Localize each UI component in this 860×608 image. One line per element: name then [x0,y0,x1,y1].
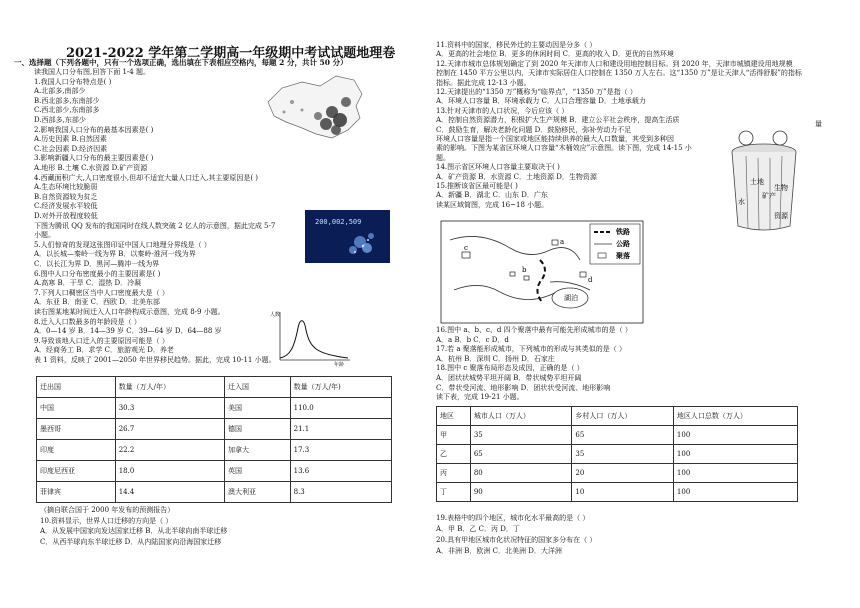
right_lines-line: C．鼓励生育，解决老龄化问题 D．鼓励移民，弥补劳动力不足 [436,125,632,134]
bucket-label-3: 水 [738,198,745,206]
chart-y-label: 人数 [270,312,281,318]
left_lines-line: A．0—14 岁 B．14—39 岁 C．39—64 岁 D．64—88 岁 [34,327,222,336]
right_lines-line: 环境人口容量是指一个国家或地区能持续供养的最大人口数量，其受到多种因 [436,135,674,143]
right_mid-line: A．杭州 B．深圳 C．扬州 D．石家庄 [436,354,555,363]
table1-cell: 26.7 [115,419,224,440]
right_mid-line: A．a B．b C．c D．d [436,335,509,344]
table2-cell: 10 [572,483,674,502]
table1-row [37,482,392,503]
table2-cell: 65 [470,445,572,464]
table1-header-row [37,377,392,398]
left_lines-line: 表 1 资料，反映了 2001—2050 年世界移民趋势。据此，完成 10-11 小题。 [34,356,276,364]
map-label-c: c [464,244,468,252]
left_lines-line: D.西部多,东部少 [34,116,86,124]
table2-cell: 65 [572,426,674,445]
left_lines-line: 2.影响我国人口分布的最基本因素是( ) [34,125,154,134]
table2-cell: 丙 [437,464,471,483]
left_lines-line: C．以长江为界 D．黑河—腾冲一线为界 [34,260,160,268]
left_lines-line: 下图为腾讯 QQ 发布的我国同时在线人数突破 2 亿人的示意图，据此完成 5-7 [34,221,276,230]
table1-cell: 英国 [225,461,291,482]
bucket-label-1: 矿产 [762,192,776,200]
table2-cell: 100 [673,464,797,483]
table2-cell: 城市人口（万人） [470,407,572,426]
chart-x-label: 年龄 [334,362,345,368]
map-label-b: b [522,266,527,274]
left_lines-line: A.地形 B.土壤 C.水资源 D.矿产资源 [34,164,148,172]
table2-cell: 20 [572,464,674,483]
table2-row [437,483,798,502]
table2-row [437,464,798,483]
urbanization-table [436,406,798,502]
table2-header-row [437,407,798,426]
table1-cell: 澳大利亚 [225,482,291,503]
bucket-label-4: 资源 [774,212,788,220]
left_lines-line: 小题。 [34,231,55,240]
table1-cell: 迁出国 [37,377,116,398]
left_lines-line: 读右图某地某时间迁入人口年龄构成示意图，完成 8-9 小题。 [34,308,225,316]
left_lines-line: 3.影响新疆人口分布的最主要因素是( ) [34,154,154,163]
right_lines-line: A．控制自然资源潜力，积极扩大生产规模 B．建立公平社会秩序，提高生活质 [436,116,680,125]
table1-cell: 印度 [37,440,116,461]
table2-cell: 地区 [437,407,471,426]
right_lines-line: 指标。据此完成 12-13 小题。 [436,78,531,87]
bucket-effect-illustration [724,128,804,234]
table1-cell: 墨西哥 [37,419,116,440]
left_lines-line: A．东亚 B．南亚 C．西欧 D．北美东部 [34,298,160,307]
left_lines-line: B.西北部多,东南部少 [34,96,100,105]
map-label-a: a [560,238,565,246]
right_tail-line: 20.具有甲地区城市化状况特征的国家多分布在（ ） [436,536,597,544]
region-map [440,220,644,324]
table2-cell: 甲 [437,426,471,445]
left_lines-line: A.高寒 B．干旱 C．湿热 D．冷凝 [34,279,142,288]
side-char: 量 [815,120,822,128]
left_lines-line: D.对外开放程度较低 [34,212,98,220]
map-legend [590,224,640,264]
table1-cell: 德国 [225,419,291,440]
left_lines-line: 读我国人口分布图,回答下面 1-4 题。 [34,68,150,76]
left_lines-line: A．经商务工 B．求学 C．旅游观光 D．养老 [34,346,174,355]
left_lines-line: C.社会因素 D.经济因素 [34,144,108,153]
table1-cell: 菲律宾 [37,482,116,503]
left_lines-line: 8.迁入人口数最多的年龄段是（ ） [34,317,141,326]
right_lines-line: 素的影响。下图为某省区环境人口容量“木桶效应”示意图。读下图，完成 14-15 小 [436,144,692,153]
table1-row [37,440,392,461]
table2-cell: 100 [673,483,797,502]
migration-table [36,376,392,503]
right_lines-line: 11.资料中的国家，移民外迁的主要动因是分多（ ） [436,41,597,49]
right_lines-line: 读某区域简图，完成 16~18 小题。 [436,200,549,209]
table2-cell: 35 [572,445,674,464]
right_lines-line: A．更高的社会地位 B．更多的休闲时间 C．更高的收入 D．更优的自然环境 [436,50,674,59]
right_tail-line: 19.表格中的四个地区，城市化水平最高的是（ ） [436,514,590,522]
page-title: 2021-2022 学年第二学期高一年级期中考试试题地理卷 [66,46,396,61]
left_lines-line: 6.图中人口分布密度最小的主要因素是( ) [34,269,161,278]
table1-row [37,419,392,440]
qq-online-count: 200,002,509 [315,218,362,226]
table2-row [437,445,798,464]
qq-online-map [305,210,390,263]
table1-cell: 17.3 [290,440,391,461]
table2-cell: 90 [470,483,572,502]
right_lines-line: 12.天津市城市总体规划确定了到 2020 年天津市人口和建设用地控制目标。到 2020 年，天津市城镇建设用地规模 [436,59,793,68]
left_lines-line: A.北部多,南部少 [34,87,86,96]
right_lines-line: 题。 [436,153,450,162]
left_tail-line: （摘自联合国于 2000 年发布的预测报告） [40,506,175,514]
table2-cell: 地区人口总数（万人） [673,407,797,426]
left_lines-line: C.经济发展水平较低 [34,202,98,211]
right_lines-line: 控制在 1450 平方公里以内，天津市实际居住人口控制在 1350 万人左右。这“1350 万”是让天津人“活得舒服”的指标 [436,69,802,78]
section-heading: 一、选择题（下列各题中，只有一个选项正确，选出填在下表相应空格内，每题 2 分，共计 50 分） [14,58,348,67]
table1-cell: 110.0 [290,398,391,419]
bucket-label-2: 生物 [774,184,788,192]
table1-cell: 13.6 [290,461,391,482]
left_tail-line: C．从西半球向东半球迁移 D．从内陆国家向沿海国家迁移 [40,537,222,546]
right_tail-line: A．甲 B．乙 C．丙 D．丁 [436,525,520,533]
right_lines-line: 13.针对天津市的人口状况，今后应该（ ） [436,106,569,115]
legend-settlement: 聚落 [616,251,630,260]
table1-row [37,398,392,419]
map-label-lake: 湖泊 [564,294,578,302]
left_tail-line: 10.资料显示，世界人口迁移的方向是（ ） [40,516,173,525]
china-population-map [262,72,368,144]
table2-cell: 100 [673,426,797,445]
table1-row [37,461,392,482]
left_lines-line: A.生态环境比较脆弱 [34,183,98,192]
table2-row [437,426,798,445]
legend-railway: 铁路 [616,227,630,236]
right_lines-line: A．环境人口容量 B．环境承载力 C．人口合理容量 D．土地承载力 [436,97,646,106]
right_mid-line: 17.若 a 聚落能形成城市，下列城市的形成与其类似的是（ ） [436,345,626,354]
right_lines-line: 12.天津提出的“1350 万”概称为“临界点”，“1350 万”是指（ ） [436,88,637,96]
left_lines-line: 9.导致该地人口迁入的主要原因可能是（ ） [34,336,169,345]
table2-cell: 乙 [437,445,471,464]
right_tail-line: A．非洲 B．欧洲 C．北美洲 D．大洋洲 [436,547,562,555]
right_mid-line: 读下表，完成 19-21 小题。 [436,393,524,402]
table1-cell: 8.3 [290,482,391,503]
right_lines-line: A．新疆 B．湖北 C．山东 D．广东 [436,191,548,200]
table1-cell: 22.2 [115,440,224,461]
table2-cell: 丁 [437,483,471,502]
table2-cell: 35 [470,426,572,445]
right_lines-line: 15.推断该省区最可能是( ) [436,182,518,190]
left_lines-line: 1.我国人口分布特点是( ) [34,77,112,86]
left_lines-line: A.历史因素 B.自然因素 [34,135,107,144]
right_mid-line: C．带状受河流、地形影响 D．团状状受河流、地形影响 [436,383,611,392]
table1-cell: 数量（万人/年） [115,377,224,398]
left_lines-line: C.西北部少,东南部多 [34,106,100,115]
bucket-label-0: 土地 [750,178,764,186]
table2-cell: 100 [673,445,797,464]
table2-cell: 80 [470,464,572,483]
table1-cell: 18.0 [115,461,224,482]
left_lines-line: 7.下列人口稠密区当中人口密度最大是（ ） [34,288,169,297]
legend-road: 公路 [616,239,630,248]
table1-cell: 中国 [37,398,116,419]
table1-cell: 数量（万人/年) [290,377,391,398]
age-structure-chart [268,308,354,368]
table1-cell: 美国 [225,398,291,419]
left_lines-line: B.自然资源较为贫乏 [34,192,98,201]
left_lines-line: 5.人们惊奇的发现这张图印证中国人口地理分界线是（ ） [34,240,211,249]
right_mid-line: 18.图中 c 聚落布局形态及成因，正确的是（ ） [436,364,584,373]
table1-cell: 14.4 [115,482,224,503]
table1-cell: 加拿大 [225,440,291,461]
right_mid-line: 16.图中 a、b、c、d 四个聚落中最有可能先形成城市的是（ ） [436,326,632,334]
left_lines-line: 4.西藏面积广大,人口密度很小,但却不适宜大量人口迁入,其主要原因是( ) [34,173,259,182]
left_tail-line: A．从发展中国家向发达国家迁移 B．从北半球向南半球迁移 [40,527,228,535]
table1-cell: 迁入国 [225,377,291,398]
table1-cell: 21.1 [290,419,391,440]
right_lines-line: A．矿产资源 B．水资源 C．土地资源 D．生物资源 [436,172,597,181]
right_lines-line: 14.图示省区环境人口容量主要取决于( ) [436,163,560,172]
left_lines-line: A．以长城—秦岭一线为界 B．以秦岭-淮河一线为界 [34,250,196,259]
table1-cell: 印度尼西亚 [37,461,116,482]
map-label-d: d [588,276,593,284]
right_mid-line: A．团状状城势平坦开阔 B．带状城势平坦开阔 [436,374,582,382]
table1-cell: 30.3 [115,398,224,419]
table2-cell: 乡村人口（万人） [572,407,674,426]
